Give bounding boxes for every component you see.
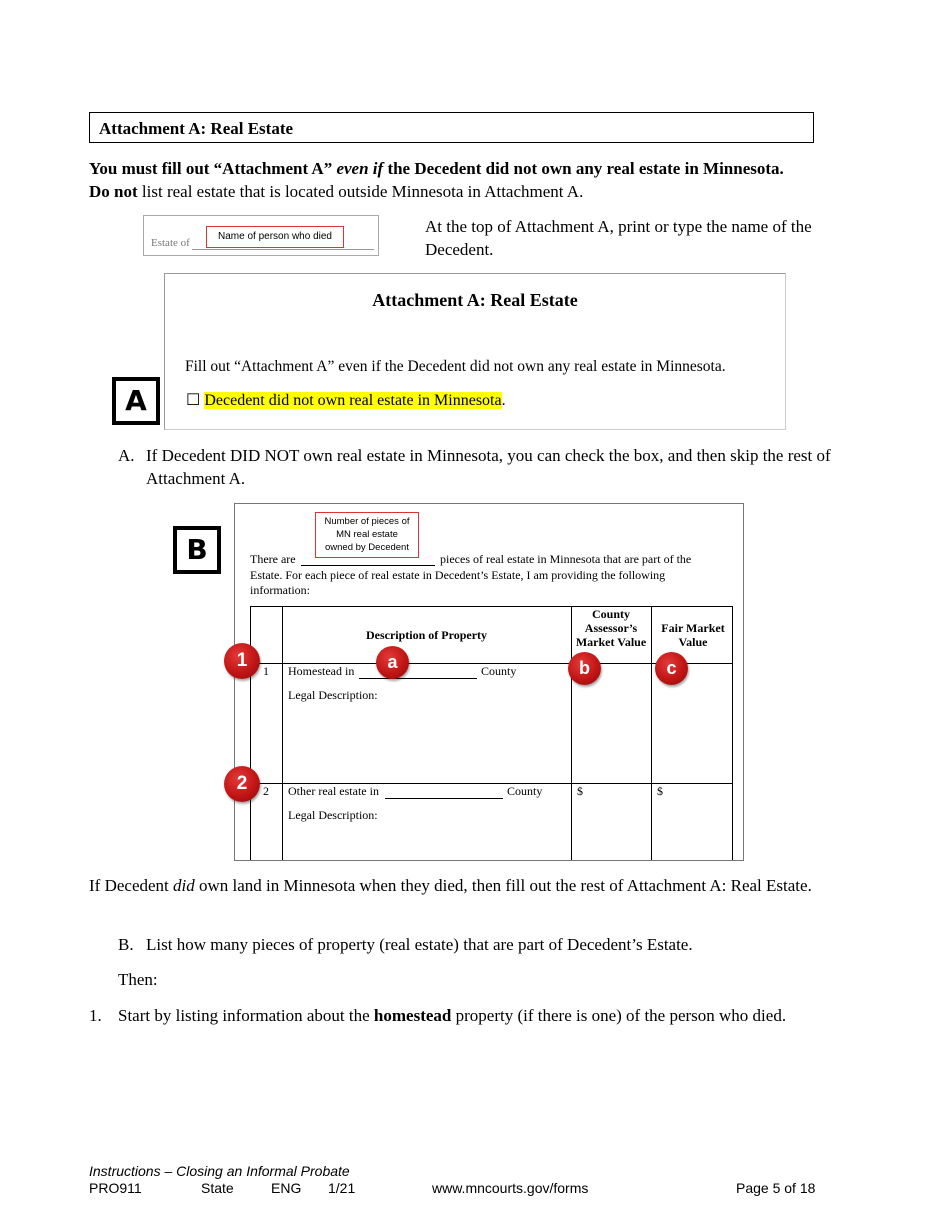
step-1-text [118, 1004, 878, 1027]
section-title: Attachment A: Real Estate [89, 112, 814, 143]
estate-of-snippet [143, 215, 379, 256]
step-1-before: Start by listing information about the [118, 1006, 370, 1025]
row2-county: County [507, 784, 543, 798]
step-a-text: If Decedent DID NOT own real estate in Minnesota, you can check the box, and then skip the rest of Attachment A. [146, 446, 831, 488]
row2-other: Other real estate in [288, 784, 379, 798]
col-line-3 [651, 606, 652, 860]
intro-do-not: Do not [89, 182, 138, 201]
step-a-letter: A. [118, 446, 135, 465]
step-1-after: property (if there is one) of the person who died. [455, 1006, 787, 1025]
row1-county-line [359, 678, 477, 679]
intro-bold-end: the Decedent did not own any real estate in Minnesota. [387, 159, 784, 178]
estate-instruction: At the top of Attachment A, print or type the name of the Decedent. [425, 217, 812, 259]
step-b-text: List how many pieces of property (real estate) that are part of Decedent’s Estate. [146, 935, 693, 954]
did-own-italic: did [173, 876, 195, 895]
badge-a: a [376, 646, 409, 679]
step-b-letter: B. [118, 935, 134, 954]
intro-line2: list real estate that is located outside Minnesota in Attachment A. [141, 182, 584, 201]
footer-page: Page 5 of 18 [736, 1180, 816, 1196]
footer-lang: ENG [271, 1180, 302, 1196]
footer-url[interactable]: www.mncourts.gov/forms [432, 1180, 589, 1196]
badge-1: 1 [224, 643, 260, 679]
did-own-paragraph [89, 874, 829, 897]
information-label: information: [250, 583, 310, 597]
header-description: Description of Property [365, 628, 488, 642]
row1-county: County [481, 664, 517, 678]
row1-legal: Legal Description: [288, 688, 378, 702]
pieces-callout: Number of pieces of MN real estate owned by Decedent [315, 512, 419, 558]
row2-number: 2 [263, 784, 269, 798]
estate-callout: Name of person who died [206, 226, 344, 248]
estate-of-line [192, 249, 374, 250]
intro-bold: You must fill out “Attachment A” [89, 159, 333, 178]
badge-c: c [655, 652, 688, 685]
there-are-label: There are [250, 552, 296, 566]
header-assessor: County Assessor’s Market Value [575, 607, 647, 649]
row2-county-line [385, 798, 503, 799]
checkbox-label: Decedent did not own real estate in Minnesota [204, 392, 502, 409]
badge-b: b [568, 652, 601, 685]
col-line-2 [571, 606, 572, 860]
did-own-before: If Decedent [89, 876, 169, 895]
estate-line: Estate. For each piece of real estate in Decedent’s Estate, I am providing the following [250, 568, 666, 582]
footer-state: State [201, 1180, 234, 1196]
checkbox-period: . [501, 392, 506, 409]
intro-paragraph [89, 157, 869, 203]
badge-2: 2 [224, 766, 260, 802]
footer-form: PRO911 [89, 1180, 142, 1196]
step-1-homestead: homestead [373, 1006, 452, 1025]
row2-assessor-dollar: $ [577, 784, 583, 798]
pieces-blank-line [301, 565, 435, 566]
footer-title: Instructions – Closing an Informal Probate [89, 1163, 350, 1179]
preview-a-text: Fill out “Attachment A” even if the Decedent did not own any real estate in Minnesota. [185, 358, 726, 375]
attachment-a-preview [164, 273, 786, 430]
preview-a-checkbox-row [186, 390, 506, 410]
row2-legal: Legal Description: [288, 808, 378, 822]
footer-date: 1/21 [328, 1180, 356, 1196]
preview-a-title: Attachment A: Real Estate [372, 290, 578, 310]
col-line-1 [282, 606, 283, 860]
header-fair-market: Fair Market Value [661, 621, 725, 649]
step-1-number: 1. [89, 1006, 102, 1025]
checkbox-icon: ☐ [186, 392, 201, 409]
row1-homestead: Homestead in [288, 664, 355, 678]
intro-even-if: even if [336, 159, 384, 178]
estate-of-label: Estate of [151, 237, 190, 249]
marker-a: A [112, 377, 160, 425]
row1-number: 1 [263, 664, 269, 678]
row2-fair-dollar: $ [657, 784, 663, 798]
did-own-after: own land in Minnesota when they died, then fill out the rest of Attachment A: Real Estate. [199, 876, 812, 895]
marker-b: B [173, 526, 221, 574]
pieces-text: pieces of real estate in Minnesota that are part of the [440, 552, 692, 566]
then-label: Then: [118, 970, 158, 989]
